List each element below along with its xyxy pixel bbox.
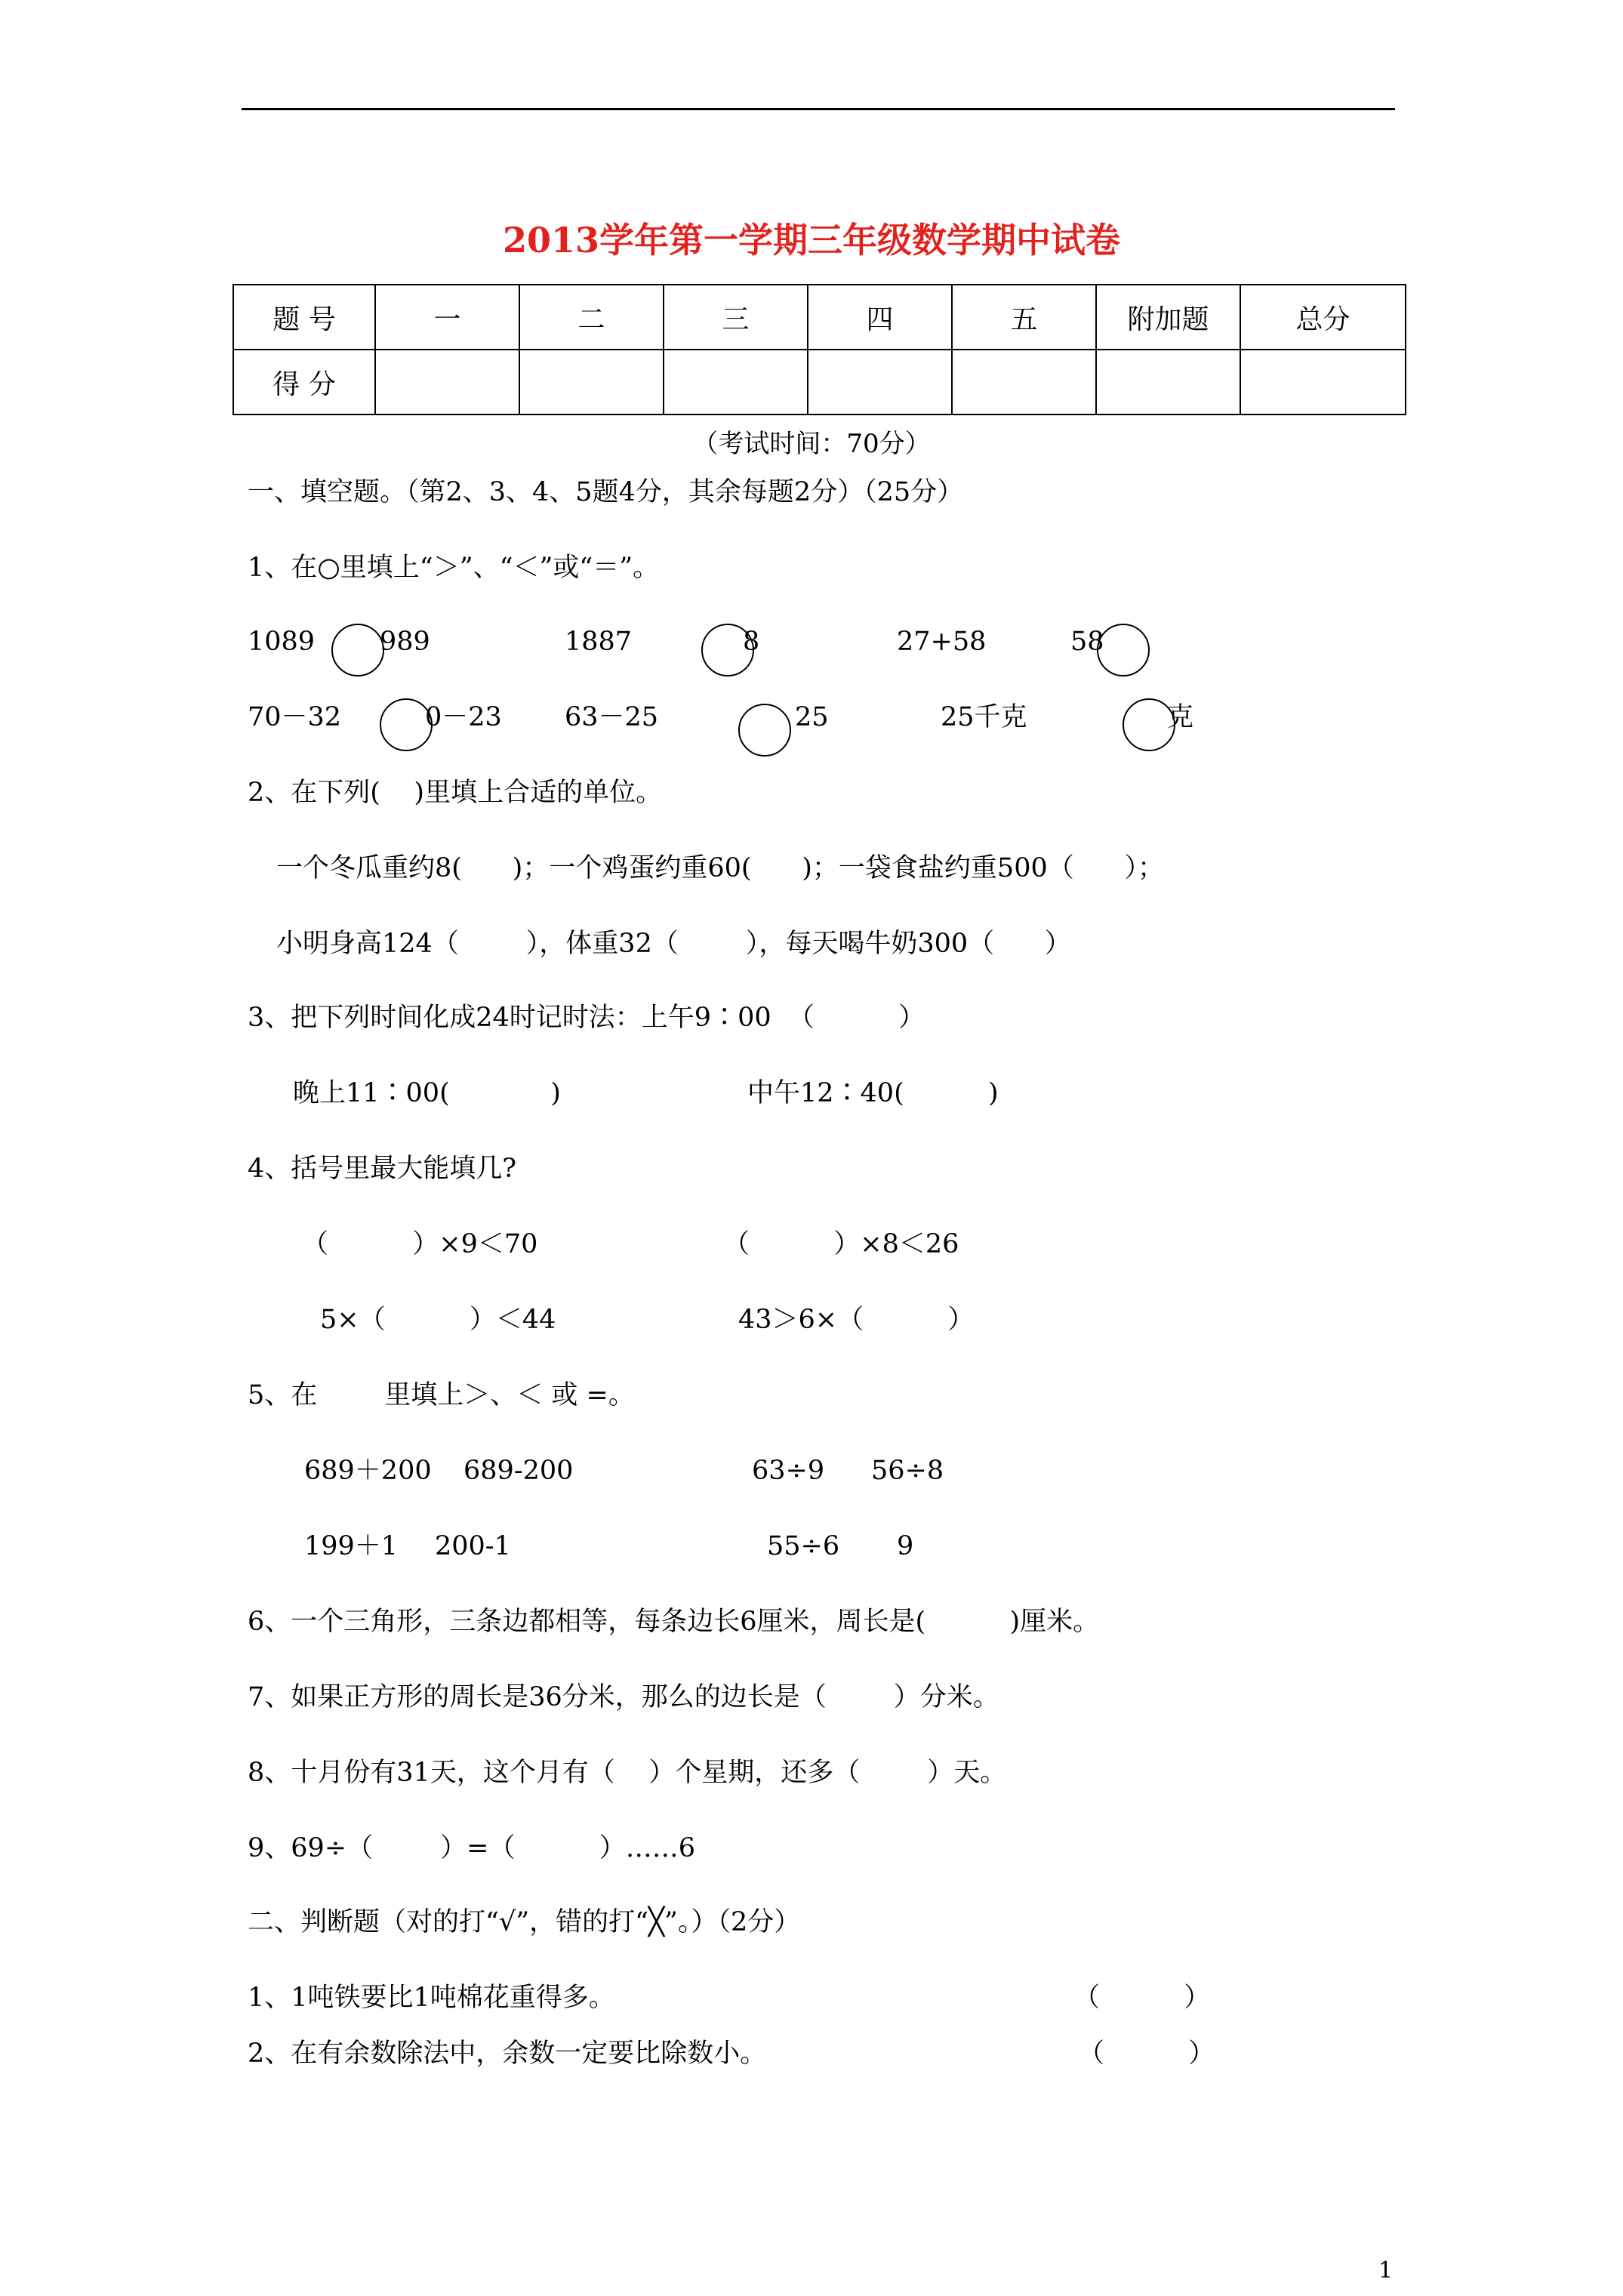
score-cell [1240,350,1406,415]
q9-text: 9、69÷（ ）=（ ）……6 [248,1833,695,1863]
section2-heading: 二、判断题（对的打“√”，错的打“╳”。）（2分） [248,1907,801,1937]
q5-d2: 9 [897,1531,914,1561]
score-row-label: 得 分 [233,350,375,415]
header-cell: 四 [808,285,952,350]
score-cell [808,350,952,415]
q1-r1-e: 27+58 [897,627,987,657]
header-cell: 总分 [1240,285,1406,350]
header-cell: 一 [375,285,519,350]
s2-q2-text: 2、在有余数除法中，余数一定要比除数小。 [248,2039,767,2069]
section1-heading: 一、填空题。（第2、3、4、5题4分，其余每题2分）（25分） [248,477,964,507]
compare-circle [701,624,754,676]
compare-circle [1097,624,1150,676]
q2-line2: 小明身高124（ ），体重32（ ），每天喝牛奶300（ ） [276,929,1071,959]
header-cell: 附加题 [1096,285,1240,350]
top-rule [242,108,1395,110]
page-title: 2013学年第一学期三年级数学期中试卷 [502,220,1121,260]
q4-c: 5×（ ）＜44 [320,1305,556,1335]
q1-r2-c: 63－25 [565,702,659,732]
q1-r1-a: 1089 [248,627,316,657]
q5-c1: 199＋1 [304,1531,399,1561]
q5-d1: 55÷6 [767,1531,840,1561]
q2-text: 2、在下列( )里填上合适的单位。 [248,778,663,808]
compare-circle [1123,698,1175,751]
score-table-header-row [233,285,1406,350]
q3-line1b: 中午12∶40( ) [747,1078,999,1108]
header-cell: 二 [519,285,664,350]
q6-text: 6、一个三角形，三条边都相等，每条边长6厘米，周长是( )厘米。 [248,1607,1100,1637]
q5-a2: 689-200 [463,1456,574,1486]
q1-r2-a: 70－32 [248,702,342,732]
q2-line1: 一个冬瓜重约8( )；一个鸡蛋约重60( )；一袋食盐约重500（ ）； [276,853,1164,883]
exam-time: （考试时间：70分） [692,429,931,459]
score-cell [664,350,808,415]
q5-b2: 56÷8 [871,1456,944,1486]
q1-r1-b: 989 [380,627,430,657]
score-cell [375,350,519,415]
s2-q1-paren: （ ） [1073,1983,1211,2013]
q3-text: 3、把下列时间化成24时记时法：上午9∶00 （ ） [248,1003,925,1033]
q1-r2-e: 25千克 [941,702,1027,732]
q1-r2-f: 克 [1167,702,1194,732]
q7-text: 7、如果正方形的周长是36分米，那么的边长是（ ）分米。 [248,1682,999,1712]
s2-q1-text: 1、1吨铁要比1吨棉花重得多。 [248,1983,615,2013]
q5-c2: 200-1 [435,1531,511,1561]
q1-r1-d: 8 [743,627,760,657]
score-cell [952,350,1096,415]
q1-r2-b: 0－23 [425,702,502,732]
compare-circle [738,704,791,757]
q5-b1: 63÷9 [752,1456,825,1486]
compare-circle [331,624,384,676]
q4-text: 4、括号里最大能填几? [248,1154,517,1184]
q1-r1-f: 58 [1070,627,1104,657]
s2-q2-paren: （ ） [1078,2039,1215,2069]
q1-text: 1、在○里填上“＞”、“＜”或“＝”。 [248,553,660,583]
header-cell: 题 号 [233,285,375,350]
page-number: 1 [1378,2257,1394,2284]
q5-a1: 689＋200 [304,1456,432,1486]
q1-r1-c: 1887 [565,627,633,657]
q4-d: 43＞6×（ ） [738,1305,975,1335]
q1-r2-d: 25 [795,702,829,732]
q3-line1a: 晚上11∶00( ) [293,1078,561,1108]
q4-a: （ ）×9＜70 [302,1229,538,1259]
score-cell [519,350,664,415]
q5-text: 5、在 里填上＞、＜ 或 =。 [248,1380,635,1410]
q8-text: 8、十月份有31天，这个月有（ ）个星期，还多（ ）天。 [248,1758,1007,1788]
score-table-score-row [233,350,1406,415]
header-cell: 五 [952,285,1096,350]
q4-b: （ ）×8＜26 [723,1229,959,1259]
compare-circle [380,698,433,751]
score-table [233,284,1406,415]
header-cell: 三 [664,285,808,350]
score-cell [1096,350,1240,415]
